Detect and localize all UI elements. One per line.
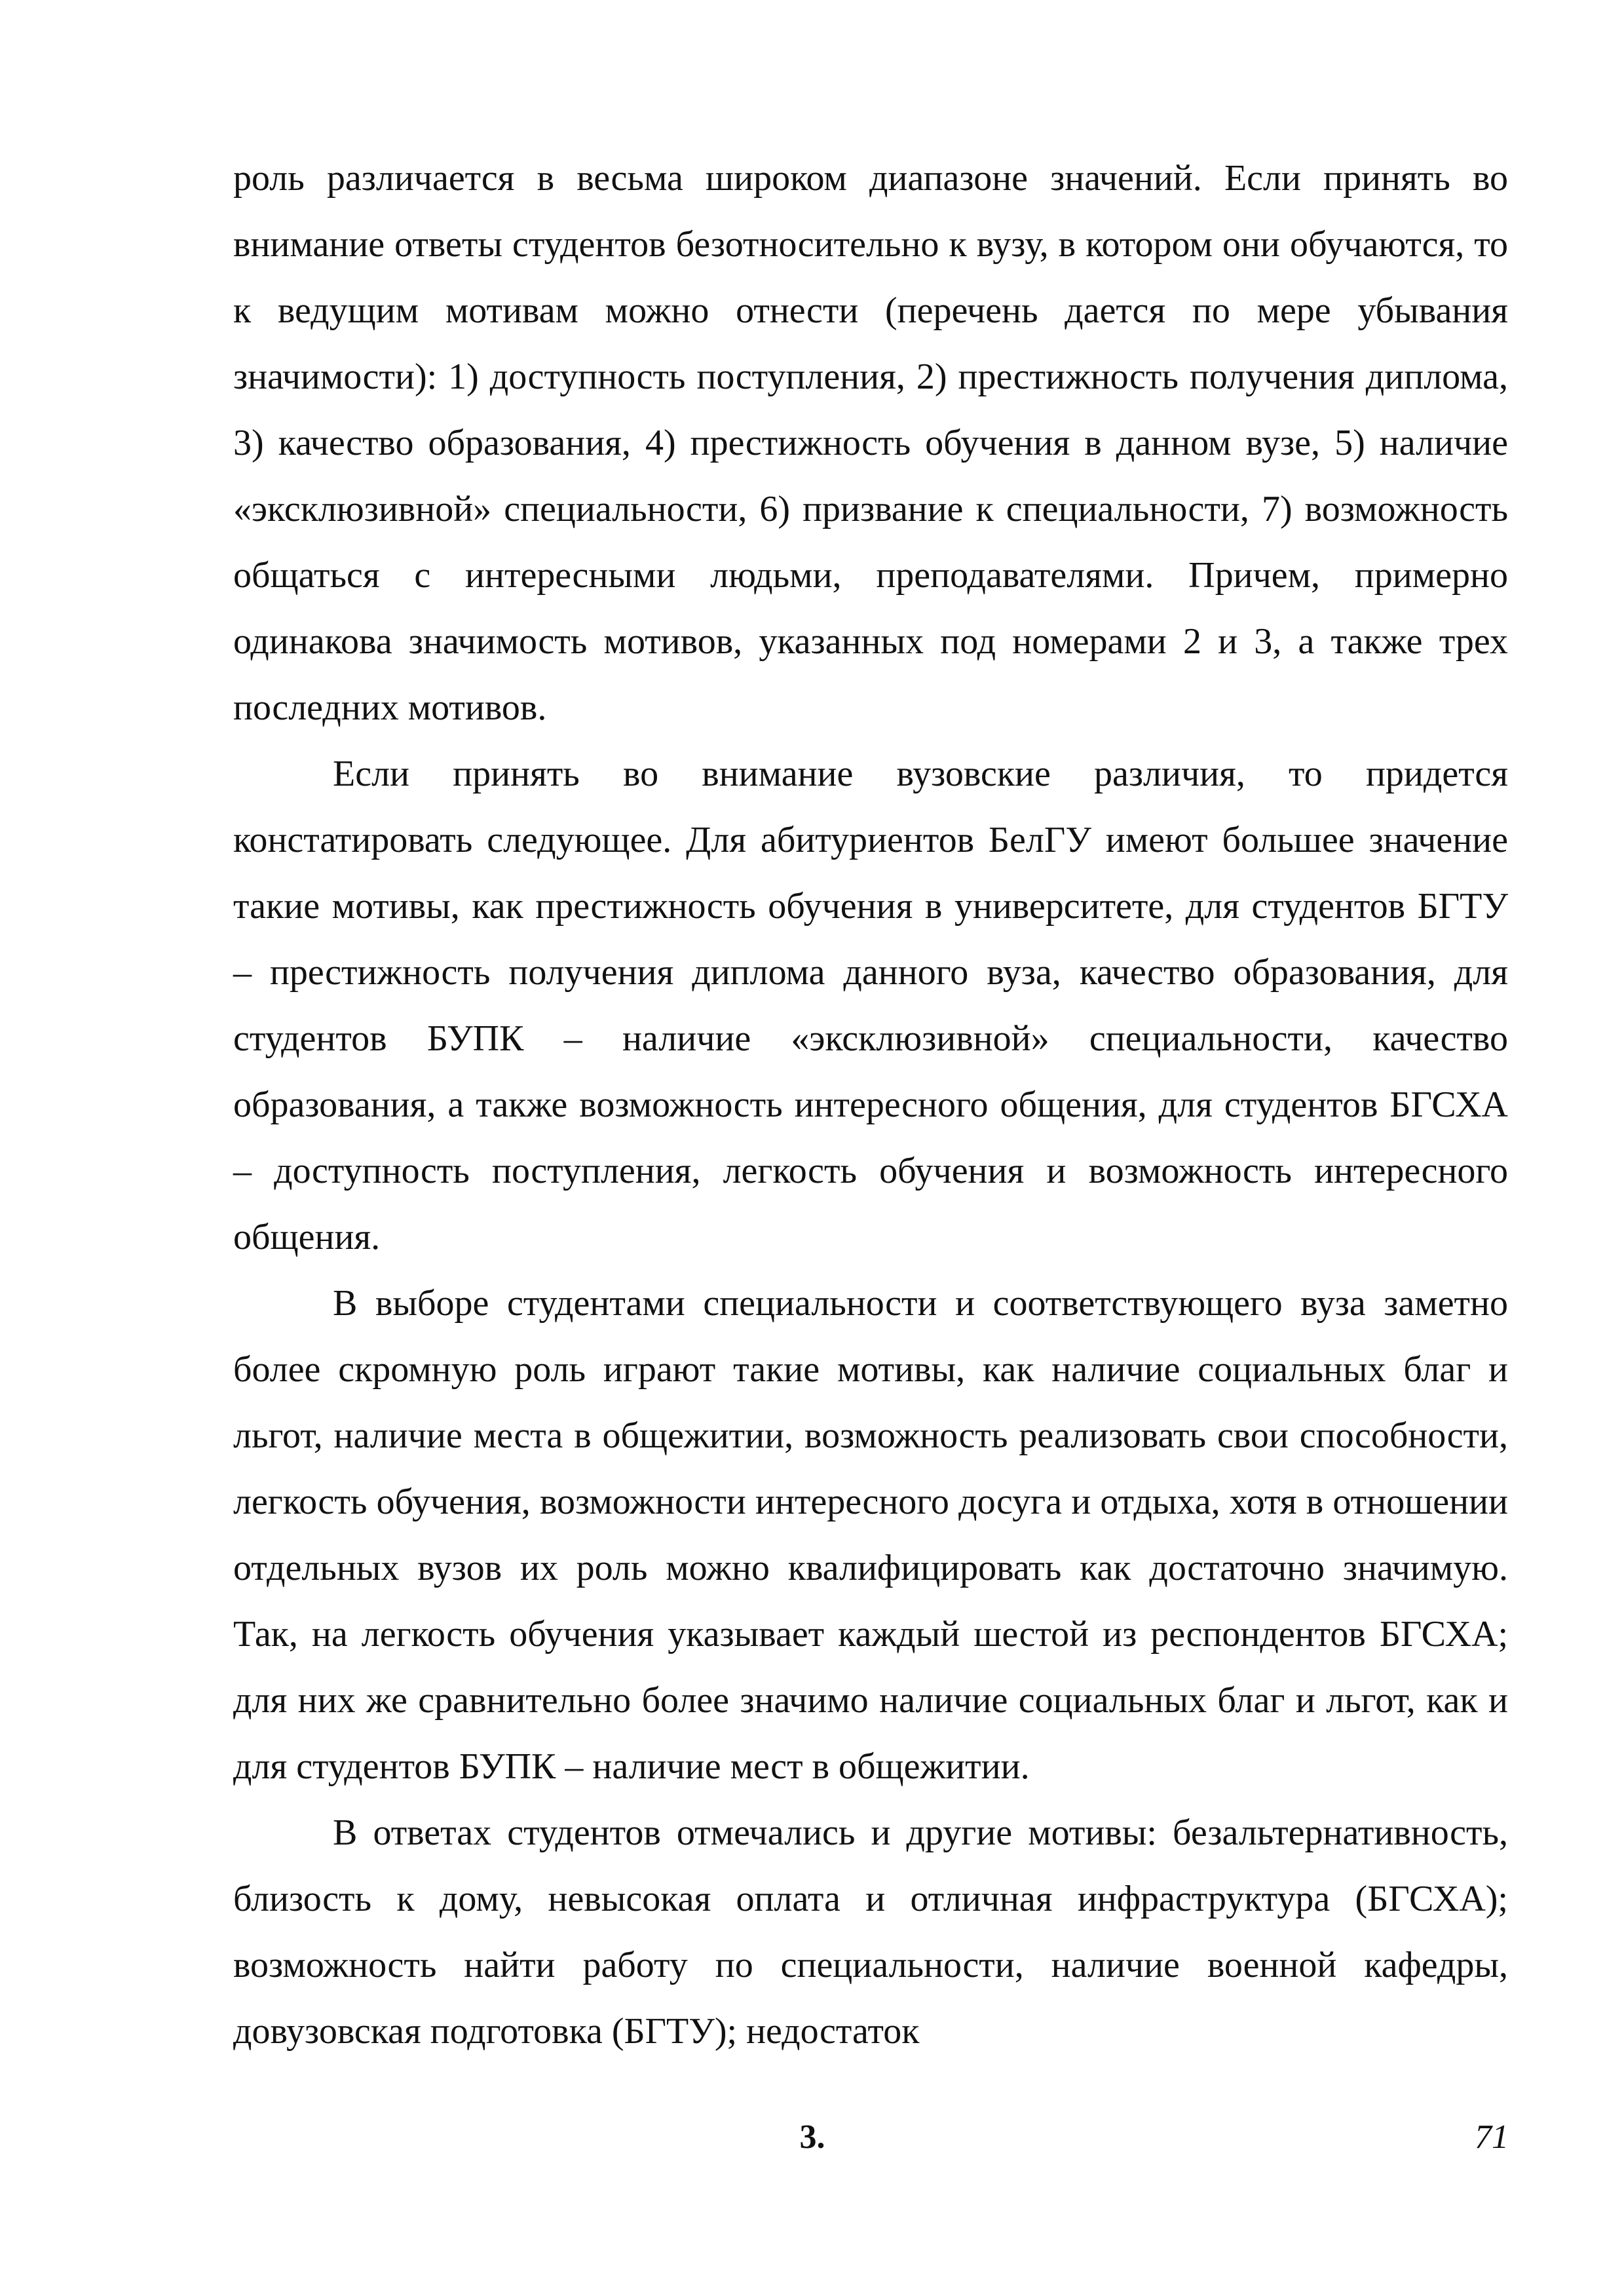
page-number: 71 [1475,2118,1509,2156]
section-label: 3. [799,2118,825,2156]
paragraph-2: Если принять во внимание вузовские различия, то придется констатировать следующее. Для абитуриентов БелГУ имеют большее значение такие мотивы, как престижность обучения в университете, для студентов БГТУ – престижность получения диплома данного вуза, качество образования, для студентов БУПК – наличие «эксклюзивной» специальности, качество образования, а также возможность интересного общения, для студентов БГСХА – доступность поступления, легкость обучения и возможность интересного общения. [233,754,1508,1257]
paragraph-1: роль различается в весьма широком диапазоне значений. Если принять во внимание ответы студентов безотносительно к вузу, в котором они обучаются, то к ведущим мотивам можно отнести (перечень дается по мере убывания значимости): 1) доступность поступления, 2) престижность получения диплома, 3) качество образования, 4) престижность обучения в данном вузе, 5) наличие «эксклюзивной» специальности, 6) призвание к специальности, 7) возможность общаться с интересными людьми, преподавателями. Причем, примерно одинакова значимость мотивов, указанных под номерами 2 и 3, а также трех последних мотивов. [233,158,1508,728]
paragraph-3: В выборе студентами специальности и соответствующего вуза заметно более скромную роль играют такие мотивы, как наличие социальных благ и льгот, наличие места в общежитии, возможность реализовать свои способности, легкость обучения, возможности интересного досуга и отдыха, хотя в отношении отдельных вузов их роль можно квалифицировать как достаточно значимую. Так, на легкость обучения указывает каждый шестой из респондентов БГСХА; для них же сравнительно более значимо наличие социальных благ и льгот, как и для студентов БУПК – наличие мест в общежитии. [233,1283,1508,1787]
document-body [233,145,1508,2065]
paragraph-4: В ответах студентов отмечались и другие мотивы: безальтернативность, близость к дому, невысокая оплата и отличная инфраструктура (БГСХА); возможность найти работу по специальности, наличие военной кафедры, довузовская подготовка (БГТУ); недостаток [233,1812,1508,2052]
